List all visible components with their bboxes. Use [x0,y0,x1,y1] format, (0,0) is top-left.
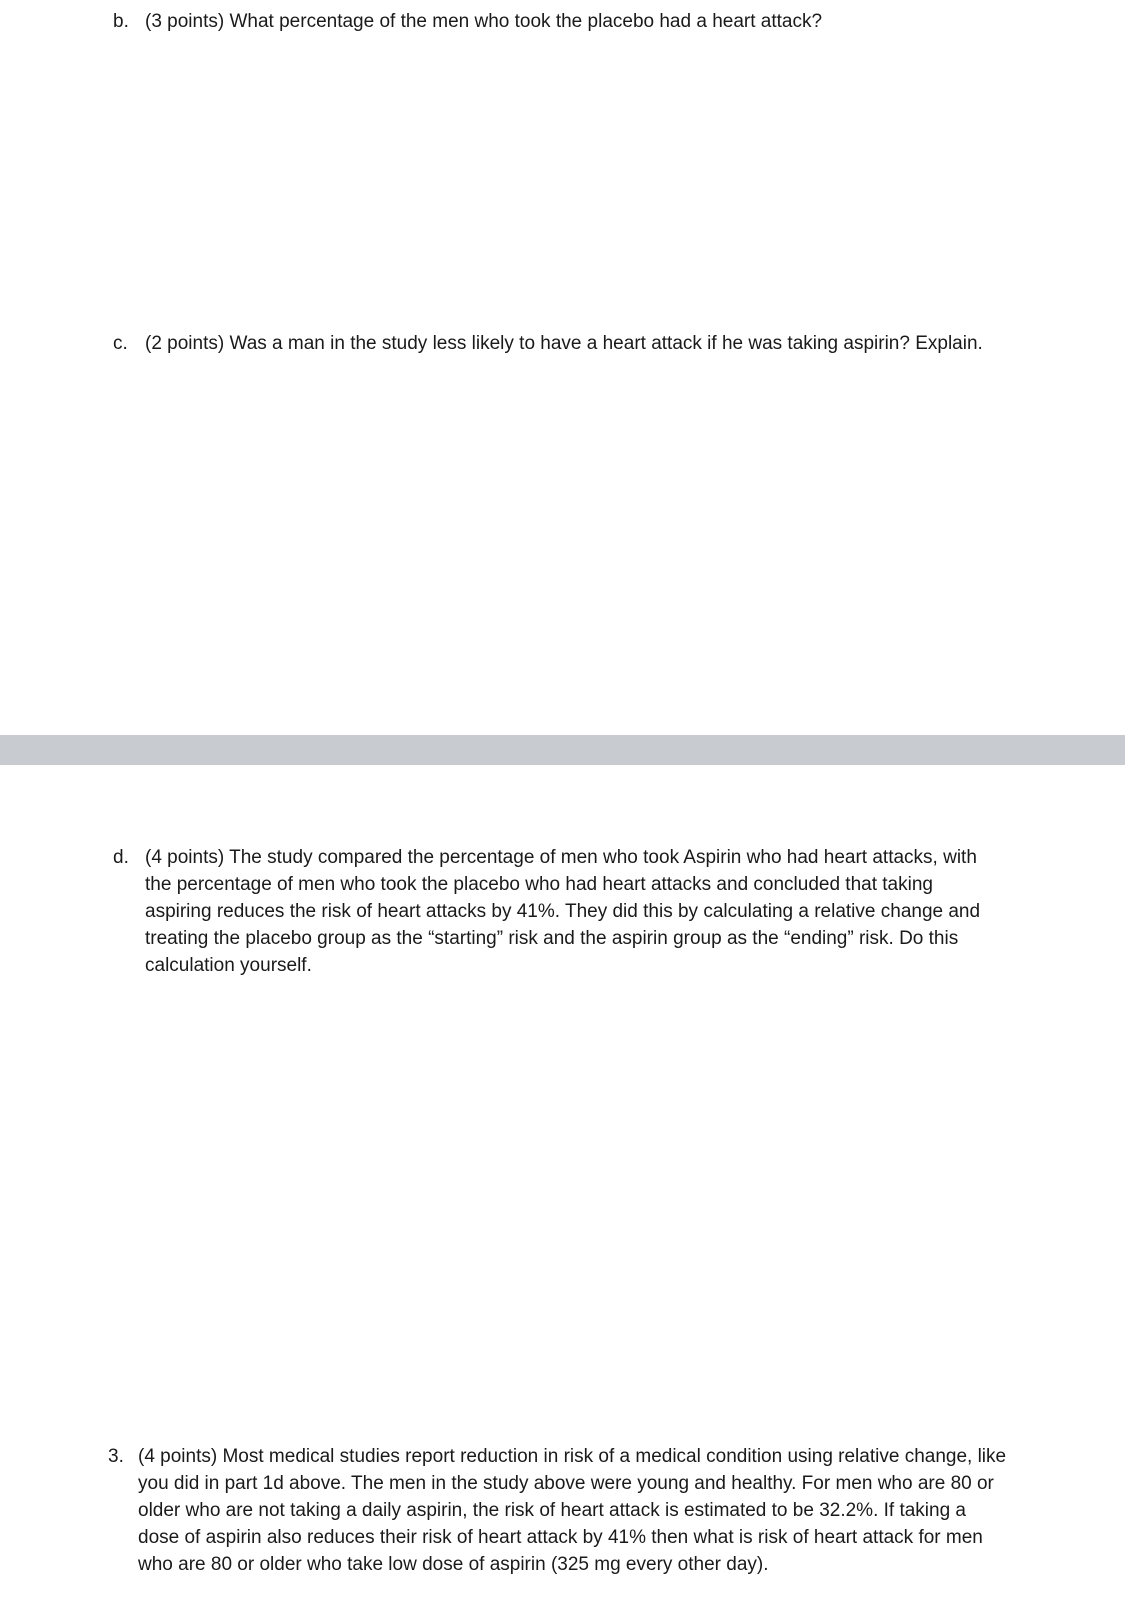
page-separator [0,735,1125,765]
question-c-label: c. [113,333,128,354]
question-3-label: 3. [108,1446,124,1467]
question-b-label: b. [113,11,129,32]
question-c-text: (2 points) Was a man in the study less likely to have a heart attack if he was taking aspirin? Explain. [145,333,983,354]
question-d [113,844,1113,979]
question-d-label: d. [113,847,129,868]
document-page-1 [0,0,1125,735]
question-c [113,330,1113,357]
question-b [113,8,1103,35]
question-3-text: (4 points) Most medical studies report reduction in risk of a medical condition using relative change, like you did in part 1d above. The men in the study above were young and healthy. For men who are 80 or older who are not taking a daily aspirin, the risk of heart attack is estimated to be 32.2%. If taking a dose of aspirin also reduces their risk of heart attack by 41% then what is risk of heart attack for men who are 80 or older who take low dose of aspirin (325 mg every other day). [138,1446,1007,1575]
question-b-text: (3 points) What percentage of the men who took the placebo had a heart attack? [145,11,823,32]
question-d-text: (4 points) The study compared the percentage of men who took Aspirin who had heart attacks, with the percentage of men who took the placebo who had heart attacks and concluded that taking aspiring reduces the risk of heart attacks by 41%. They did this by calculating a relative change and treating the placebo group as the “starting” risk and the aspirin group as the “ending” risk. Do this calculation yourself. [145,847,981,976]
document-page-2 [0,765,1125,1609]
question-3 [108,1443,1108,1578]
